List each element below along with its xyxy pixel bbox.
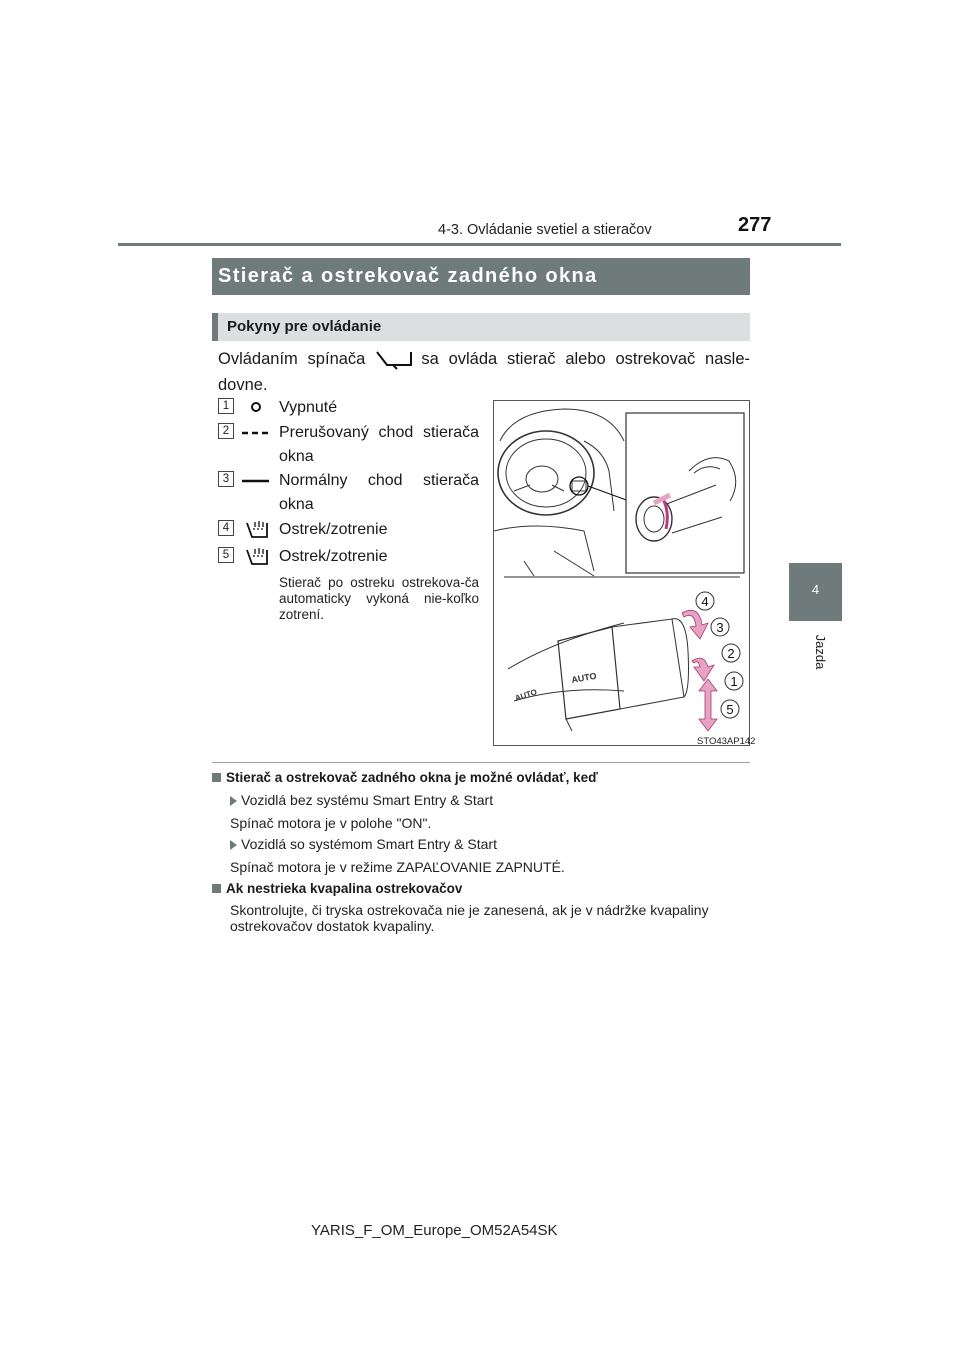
- note-heading-text: Stierač a ostrekovač zadného okna je možné ovládať, keď: [226, 770, 598, 785]
- chapter-tab-number: 4: [811, 582, 820, 597]
- list-item: [218, 397, 480, 423]
- note-text: Spínač motora je v režime ZAPAĽOVANIE ZAPNUTÉ.: [230, 859, 565, 875]
- note-bullet-text: Vozidlá so systémom Smart Entry & Start: [241, 836, 497, 852]
- section-divider: [212, 762, 750, 763]
- figure-wiper-lever: [493, 400, 750, 746]
- figure-illustration: [494, 401, 749, 745]
- note-heading-text: Ak nestrieka kvapalina ostrekovačov: [226, 881, 463, 896]
- item-label: Normálny chod stierača okna: [279, 472, 479, 513]
- list-item: [218, 470, 480, 518]
- note-text: Skontrolujte, či tryska ostrekovača nie je zanesená, ak je v nádržke kvapaliny ostrekovačov dostatok kvapaliny.: [230, 902, 709, 934]
- note-bullet: [230, 792, 493, 808]
- sub-heading: Pokyny pre ovládanie: [212, 313, 750, 341]
- chapter-tab-name: Jazda: [813, 634, 828, 670]
- square-bullet-icon: [212, 773, 221, 782]
- note-bullet-text: Vozidlá bez systému Smart Entry & Start: [241, 792, 494, 808]
- intro-text-before: Ovládaním spínača: [218, 350, 366, 368]
- page-number: 277: [738, 214, 772, 236]
- item-note: Stierač po ostreku ostrekova-ča automaticky vykoná nie-koľko zotrení.: [279, 575, 479, 622]
- list-item: [218, 422, 480, 470]
- triangle-bullet-icon: [230, 796, 237, 806]
- washer-spray-icon: [240, 519, 272, 541]
- intro-text-after: sa ovláda stierač alebo ostrekovač nasle-dovne.: [218, 350, 750, 394]
- item-label: Ostrek/zotrenie: [279, 521, 388, 538]
- square-bullet-icon: [212, 884, 221, 893]
- item-label: Vypnuté: [279, 399, 338, 416]
- item-number: 1: [218, 398, 234, 414]
- item-number: 4: [218, 520, 234, 536]
- washer-spray-icon: [240, 546, 272, 568]
- chapter-tab: [789, 563, 842, 621]
- figure-callout: 3: [716, 620, 724, 635]
- list-item: [218, 546, 480, 572]
- triangle-bullet-icon: [230, 840, 237, 850]
- main-heading: Stierač a ostrekovač zadného okna: [212, 258, 750, 295]
- section-title: 4-3. Ovládanie svetiel a stieračov: [438, 222, 652, 238]
- intermittent-dashes-icon: [240, 422, 272, 444]
- figure-callout: 1: [730, 674, 738, 689]
- note-heading: [212, 881, 462, 896]
- lever-auto-label: AUTO: [570, 670, 598, 685]
- rear-wiper-icon: [373, 349, 417, 371]
- intro-paragraph: [218, 346, 750, 398]
- figure-caption: STO43AP142: [697, 736, 756, 747]
- figure-callout: 2: [727, 646, 735, 661]
- off-circle-icon: [240, 397, 272, 419]
- item-label: Prerušovaný chod stierača okna: [279, 424, 479, 465]
- header-rule: [118, 243, 841, 246]
- normal-line-icon: [240, 470, 272, 492]
- note-text: Spínač motora je v polohe "ON".: [230, 815, 432, 831]
- lever-auto-label-secondary: AUTO: [513, 687, 539, 703]
- note-bullet: [230, 836, 497, 852]
- item-number: 2: [218, 423, 234, 439]
- item-label: Ostrek/zotrenie: [279, 548, 388, 565]
- item-number: 3: [218, 471, 234, 487]
- footer-doc-id: YARIS_F_OM_Europe_OM52A54SK: [311, 1222, 558, 1239]
- figure-callout: 5: [726, 702, 734, 717]
- note-heading: [212, 770, 598, 785]
- item-number: 5: [218, 547, 234, 563]
- figure-callout: 4: [701, 594, 709, 609]
- list-item: [218, 519, 480, 545]
